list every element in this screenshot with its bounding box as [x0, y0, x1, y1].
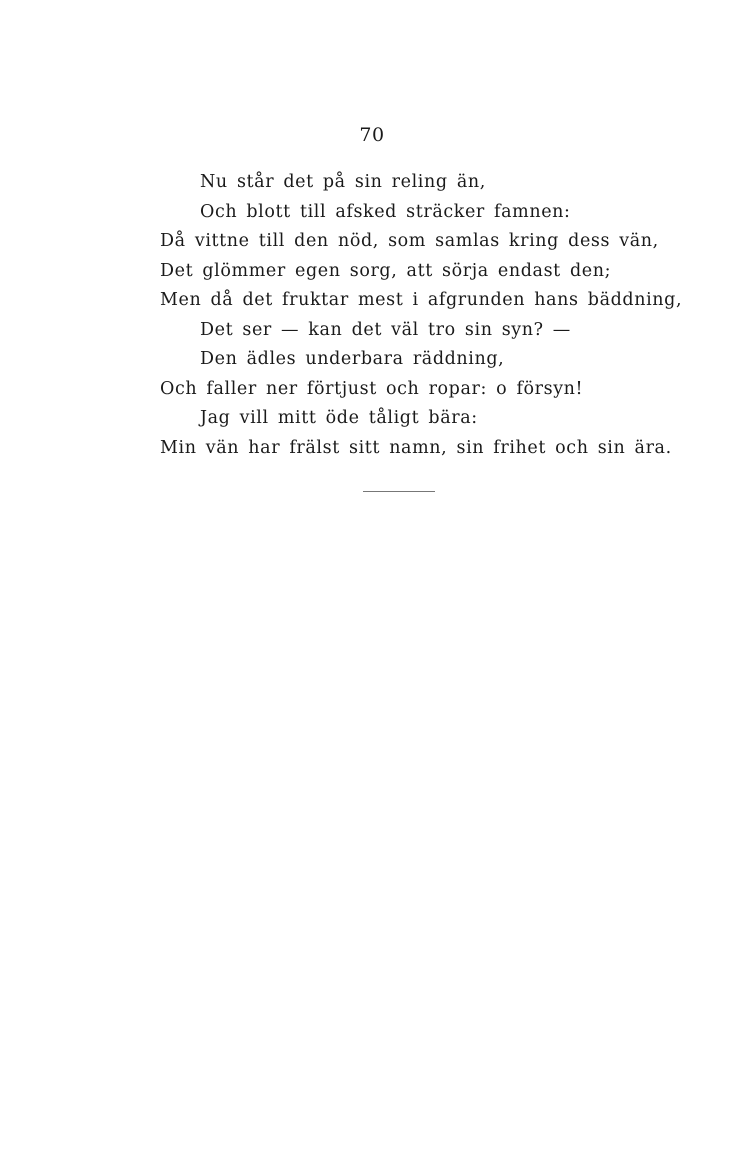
page-number: 70 [359, 124, 385, 146]
poem-line: Och blott till afsked sträcker famnen: [200, 201, 571, 222]
poem-line: Och faller ner förtjust och ropar: o försyn! [160, 378, 584, 399]
poem-line: Då vittne till den nöd, som samlas kring dess vän, [160, 231, 659, 251]
poem-line: Jag vill mitt öde tåligt bära: [200, 408, 478, 428]
poem-line: Det ser — kan det väl tro sin syn? — [200, 319, 571, 340]
section-divider [363, 491, 435, 492]
poem-line: Det glömmer egen sorg, att sörja endast den; [160, 260, 612, 281]
poem-line: Min vän har frälst sitt namn, sin frihet och sin ära. [160, 437, 672, 458]
poem-line: Men då det fruktar mest i afgrunden hans bäddning, [160, 290, 683, 310]
poem-line: Nu står det på sin reling än, [200, 172, 486, 192]
poem-line: Den ädles underbara räddning, [200, 349, 505, 369]
poem [160, 168, 683, 463]
